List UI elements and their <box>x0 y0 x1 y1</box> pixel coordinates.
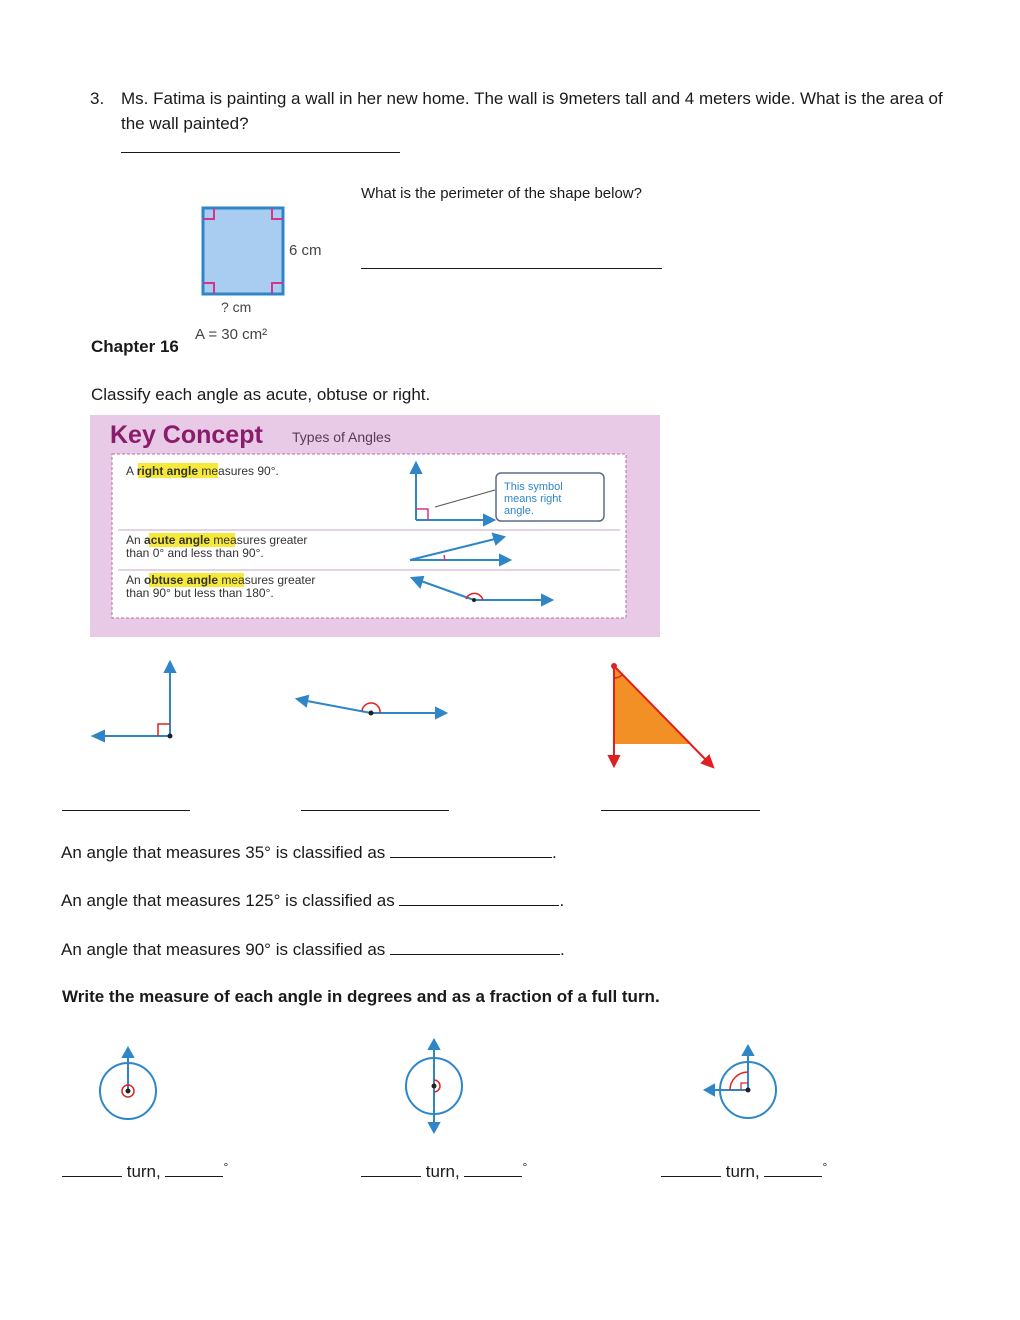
fraction-instruction: Write the measure of each angle in degrees and as a fraction of a full turn. <box>62 987 660 1006</box>
angle-sentence-2: An angle that measures 125° is classified as . <box>61 891 565 910</box>
answer-line-area[interactable] <box>121 152 400 153</box>
angle-sentence-3: An angle that measures 90° is classified as . <box>61 940 565 959</box>
svg-text:than 90° but less than 180°.: than 90° but less than 180°. <box>126 586 274 600</box>
right-angle-figure <box>88 658 188 748</box>
chapter-heading: Chapter 16 <box>91 337 179 356</box>
degree-blank-1[interactable] <box>165 1162 223 1177</box>
turn-answer-1: turn, ° <box>62 1160 228 1182</box>
angle-sentence-1: An angle that measures 35° is classified as . <box>61 843 557 862</box>
svg-text:means right: means right <box>504 493 562 505</box>
blank-1[interactable] <box>390 843 552 858</box>
answer-line-angle-3[interactable] <box>601 810 760 811</box>
obtuse-angle-figure <box>292 688 452 728</box>
key-concept-subtitle: Types of Angles <box>292 429 391 445</box>
svg-text:than 0° and less than 90°.: than 0° and less than 90°. <box>126 546 264 560</box>
bottom-label: ? cm <box>221 299 252 315</box>
perimeter-question: What is the perimeter of the shape below? <box>361 185 642 202</box>
degree-blank-2[interactable] <box>464 1162 522 1177</box>
turn-circle-1 <box>94 1044 164 1124</box>
turn-answer-2: turn, ° <box>361 1160 527 1182</box>
answer-line-angle-2[interactable] <box>301 810 449 811</box>
answer-line-perimeter[interactable] <box>361 268 662 269</box>
blank-2[interactable] <box>399 891 559 906</box>
answer-line-angle-1[interactable] <box>62 810 190 811</box>
key-concept-title: Key Concept <box>110 421 263 449</box>
rectangle-figure <box>195 202 335 350</box>
svg-text:This symbol: This symbol <box>504 481 563 493</box>
turn-blank-2[interactable] <box>361 1162 421 1177</box>
svg-text:angle.: angle. <box>504 505 534 517</box>
blank-3[interactable] <box>390 940 560 955</box>
key-concept-box <box>90 415 660 637</box>
acute-angle-triangle-figure <box>600 660 720 772</box>
question-text: Ms. Fatima is painting a wall in her new home. The wall is 9meters tall and 4 meters wide. What is the area of the wall painted? <box>121 89 943 133</box>
side-label: 6 cm <box>289 242 322 259</box>
classify-instruction: Classify each angle as acute, obtuse or right. <box>91 385 431 404</box>
degree-blank-3[interactable] <box>764 1162 822 1177</box>
turn-answer-3: turn, ° <box>661 1160 827 1182</box>
turn-blank-3[interactable] <box>661 1162 721 1177</box>
svg-text:An acute angle measures greate: An acute angle measures greater <box>126 533 308 547</box>
turn-circle-2 <box>400 1038 470 1134</box>
turn-circle-3 <box>700 1042 784 1126</box>
turn-blank-1[interactable] <box>62 1162 122 1177</box>
svg-text:An obtuse angle measures great: An obtuse angle measures greater <box>126 573 316 587</box>
svg-text:A right angle measures 90°.: A right angle measures 90°. <box>126 464 279 478</box>
area-label: A = 30 cm² <box>195 326 268 343</box>
question-number: 3. <box>90 89 105 108</box>
